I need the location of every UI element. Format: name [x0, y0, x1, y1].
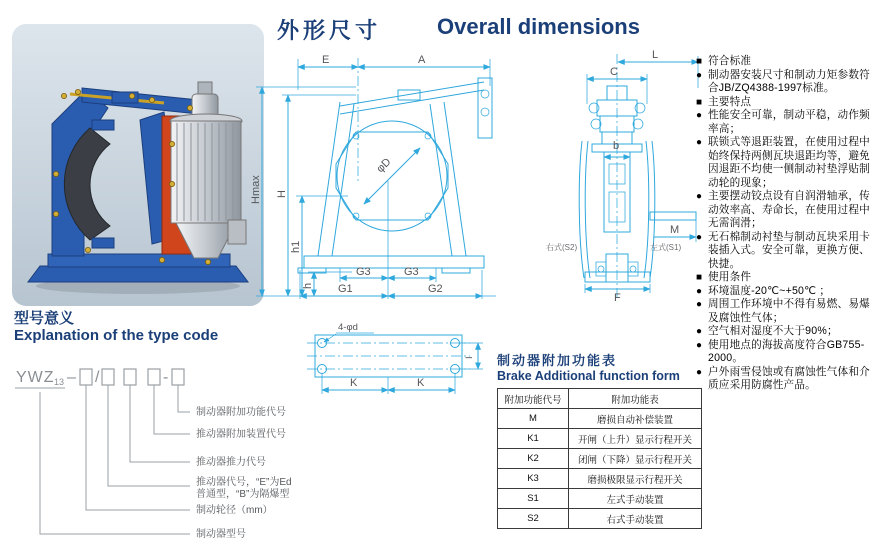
col-header-code: 附加功能代号: [498, 389, 569, 409]
page-title-zh: 外形尺寸: [277, 18, 382, 43]
typecode-label-function: 制动器附加功能代号: [196, 407, 286, 418]
cell-desc: 闭闸（下降）显示行程开关: [569, 449, 702, 469]
cell-code: K2: [498, 449, 569, 469]
note-item: [696, 298, 870, 325]
note-item: [696, 136, 870, 190]
note-item: [696, 69, 870, 96]
note-item: [696, 190, 870, 231]
dim-M: M: [670, 224, 680, 236]
note-text: 使用条件: [708, 271, 752, 283]
note-item: [696, 271, 870, 285]
typecode-label-brake-model: 制动器型号: [196, 529, 246, 540]
function-table-section: [497, 350, 707, 529]
note-text: 主要特点: [708, 95, 752, 108]
type-code-diagram: [10, 362, 340, 542]
bullet-marker: ●: [696, 110, 703, 121]
bullet-marker: ●: [696, 69, 703, 81]
note-text: 无石棉制动衬垫与制动瓦块采用卡装插入式。安全可靠，更换方便、快捷。: [708, 230, 870, 270]
note-text: 符合标准: [708, 55, 752, 67]
typecode-label-thruster-code-line1: 推动器代号，“E”为Ed: [196, 477, 292, 488]
dim-K-left: K: [350, 377, 358, 389]
table-row: [498, 409, 702, 429]
cell-desc: 右式手动装置: [569, 509, 702, 529]
cell-desc: 左式手动装置: [569, 489, 702, 509]
bullet-marker: ●: [696, 366, 703, 378]
functable-title-en: Brake Additional function form: [497, 369, 680, 383]
note-text: 联锁式等退距装置，在使用过程中始终保持两侧瓦块退距均等，避免因退距不均使一侧制动衬垫浮贴制动轮的现象；: [708, 136, 870, 189]
note-text: 户外雨雪侵蚀或有腐蚀性气体和介质应采用防腐性产品。: [708, 365, 870, 391]
cell-code: K3: [498, 469, 569, 489]
col-header-desc: 附加功能表: [569, 389, 702, 409]
typecode-label-thruster-code-line2: 普通型，“B”为隔爆型: [196, 489, 290, 500]
note-item: [696, 96, 870, 110]
dim-b: b: [613, 140, 620, 152]
product-photo: [12, 24, 264, 306]
type-code-prefix: YWZ: [16, 369, 55, 386]
side-view-drawing: [546, 49, 698, 304]
typecode-label-thruster-force: 推动器推力代号: [196, 457, 266, 468]
bullet-marker: ●: [696, 191, 703, 202]
cell-code: M: [498, 409, 569, 429]
note-item: [696, 339, 870, 366]
brake-photo-illustration: [12, 24, 264, 306]
notes-column: [696, 55, 870, 393]
label-left-style-s1: 左式(S1): [650, 243, 682, 252]
dim-h1: h1: [290, 240, 302, 253]
page-title-en: Overall dimensions: [437, 14, 640, 39]
bullet-marker: ●: [696, 137, 703, 148]
function-table: [497, 388, 702, 529]
table-row: [498, 469, 702, 489]
bullet-marker: ●: [696, 285, 703, 297]
dim-G3-left: G3: [356, 266, 371, 278]
dim-K-right: K: [417, 377, 425, 389]
section-marker: ■: [696, 96, 703, 108]
bullet-marker: ●: [696, 299, 703, 310]
type-code-subscript: 13: [54, 377, 65, 387]
dim-E: E: [322, 54, 330, 66]
note-item: [696, 231, 870, 272]
table-row: [498, 429, 702, 449]
dim-I: I: [464, 356, 475, 359]
typecode-label-thruster-attachment: 推动器附加装置代号: [196, 429, 286, 440]
bullet-marker: ●: [696, 326, 703, 337]
note-text: 周围工作环境中不得有易燃、易爆及腐蚀性气体；: [708, 298, 870, 324]
cell-code: S2: [498, 509, 569, 529]
typecode-label-wheel-diameter: 制动轮径（mm）: [196, 505, 273, 516]
cell-code: S1: [498, 489, 569, 509]
table-row: [498, 509, 702, 529]
dim-phiD: φD: [374, 155, 394, 176]
dim-h: h: [302, 282, 314, 289]
section-marker: ■: [696, 272, 703, 283]
table-row: [498, 449, 702, 469]
type-code-dash: –: [67, 369, 77, 386]
note-text: 主要摆动铰点设有自润滑轴承，传动效率高、寿命长，在使用过程中无需润滑；: [708, 190, 870, 229]
cell-desc: 磨损自动补偿装置: [569, 409, 702, 429]
note-text: 性能安全可靠，制动平稳，动作频率高；: [708, 109, 870, 135]
functable-title-zh: 制动器附加功能表: [497, 353, 618, 368]
cell-code: K1: [498, 429, 569, 449]
note-item: [696, 55, 870, 69]
table-header-row: [498, 389, 702, 409]
note-text: 使用地点的海拔高度符合GB755-2000。: [708, 338, 865, 364]
section-marker: ■: [696, 56, 703, 67]
note-text: 空气相对湿度不大于90%；: [708, 325, 838, 337]
dim-A: A: [418, 54, 426, 66]
dim-F: F: [614, 292, 621, 304]
dim-H: H: [276, 190, 288, 198]
note-text: 环境温度-20℃~+50℃ ；: [708, 284, 831, 297]
dim-holes: 4-φd: [338, 322, 358, 333]
table-row: [498, 489, 702, 509]
bullet-marker: ●: [696, 231, 703, 243]
type-code-slash: /: [95, 369, 101, 386]
note-text: 制动器安装尺寸和制动力矩参数符合JB/ZQ4388-1997标准。: [708, 68, 870, 94]
dim-C: C: [610, 66, 618, 78]
bullet-marker: ●: [696, 339, 703, 351]
dim-G3-right: G3: [404, 266, 419, 278]
dim-L: L: [652, 49, 659, 61]
type-code-hyphen: -: [163, 369, 170, 386]
note-item: [696, 285, 870, 299]
front-view-drawing: [250, 54, 496, 299]
dim-G1: G1: [338, 283, 353, 295]
typecode-title-en: Explanation of the type code: [14, 327, 219, 344]
cell-desc: 开闸（上升）显示行程开关: [569, 429, 702, 449]
note-item: [696, 109, 870, 136]
cell-desc: 磨损极限显示行程开关: [569, 469, 702, 489]
note-item: [696, 325, 870, 339]
note-item: [696, 366, 870, 393]
label-right-style-s2: 右式(S2): [546, 243, 578, 252]
typecode-title-zh: 型号意义: [14, 310, 75, 327]
dim-Hmax: Hmax: [250, 175, 262, 204]
dim-G2: G2: [428, 283, 443, 295]
